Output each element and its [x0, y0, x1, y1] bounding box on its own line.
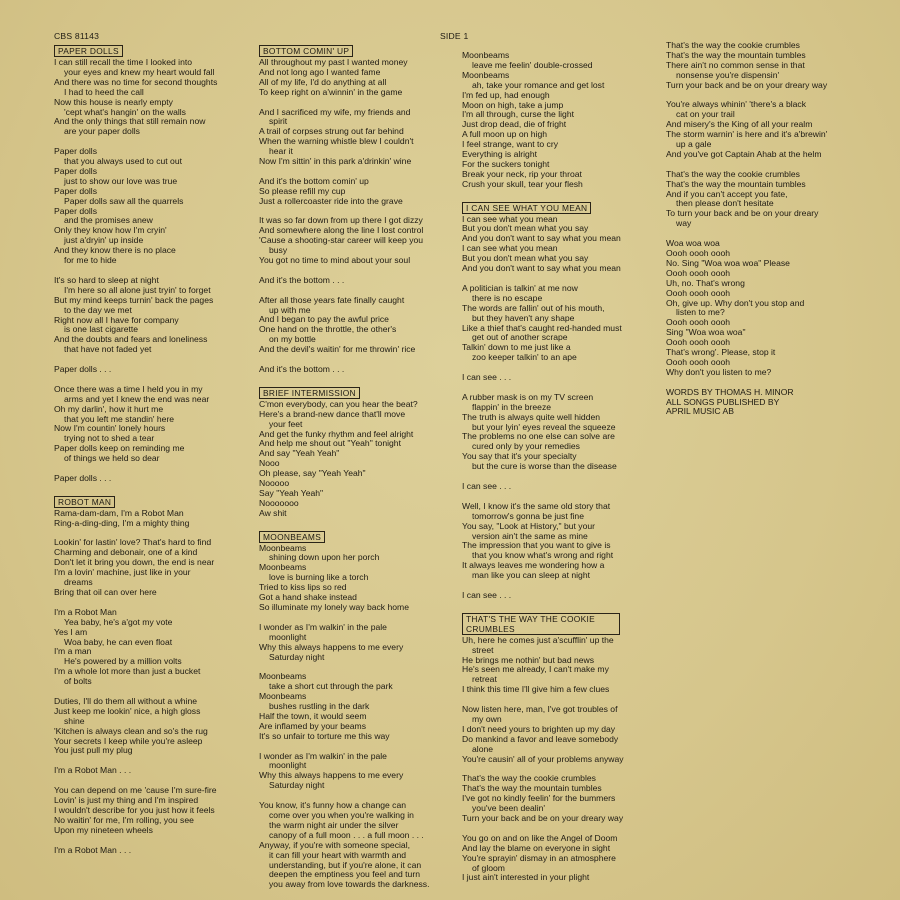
side-label: SIDE 1: [440, 31, 469, 41]
lyric-line: of gloom: [472, 862, 505, 873]
lyric-line: Oh please, say "Yeah Yeah": [259, 468, 366, 479]
song-block: [54, 494, 217, 856]
lyric-line: dreams: [64, 577, 93, 588]
lyric-line: Why don't you listen to me?: [666, 366, 772, 377]
lyric-line: It's so unfair to torture me this way: [259, 730, 390, 741]
lyric-line: It's so hard to sleep at night: [54, 274, 159, 285]
lyric-line: come over you when you're walking in: [269, 809, 414, 820]
lyric-line: Yes I am: [54, 626, 88, 637]
lyric-line: The truth is always quite well hidden: [462, 411, 601, 422]
lyric-line: And I began to pay the awful price: [259, 314, 389, 325]
lyric-line: I had to heed the call: [64, 86, 144, 97]
lyric-line: You just pull my plug: [54, 745, 133, 756]
lyric-line: moonlight: [269, 631, 307, 642]
lyric-line: your eyes and knew my heart would fall: [64, 66, 215, 77]
lyric-line: Oh my darlin', how it hurt me: [54, 403, 164, 414]
lyric-line: You say, "Look at History," but your: [462, 520, 596, 531]
lyric-line: The words are fallin' out of his mouth,: [462, 302, 605, 313]
lyric-line: I'm a lovin' machine, just like in your: [54, 567, 191, 578]
lyric-line: Now I'm sittin' in this park a'drinkin' wine: [259, 156, 412, 167]
lyric-line: And help me shout out "Yeah" tonight: [259, 438, 401, 449]
lyric-line: of bolts: [64, 676, 92, 687]
lyric-line: Aw shit: [259, 507, 287, 518]
lyric-line: arms and yet I knew the end was near: [64, 393, 210, 404]
song-title: BOTTOM COMIN' UP: [259, 45, 353, 57]
lyric-line: He's powered by a million volts: [64, 656, 182, 667]
lyric-line: Everything is alright: [462, 149, 537, 160]
stanza-break: [259, 375, 430, 385]
lyric-line: A politician is talkin' at me now: [462, 282, 578, 293]
lyric-line: To keep right on a'winnin' in the game: [259, 86, 403, 97]
lyric-line: It was so far down from up there I got dizzy: [259, 215, 423, 226]
lyric-line: And not long ago I wanted fame: [259, 66, 381, 77]
stanza-break: [54, 484, 217, 494]
lyric-line: I think this time I'll give him a few clues: [462, 684, 610, 695]
song-block: [259, 43, 430, 385]
lyric-line: 'cept what's hangin' on the walls: [64, 106, 186, 117]
lyric-line: Oooh oooh oooh: [666, 267, 731, 278]
lyric-line: No. Sing "Woa woa woa" Please: [666, 257, 790, 268]
lyric-line: for me to hide: [64, 255, 117, 266]
lyric-line: I'm a Robot Man: [54, 606, 117, 617]
lyric-line: And lay the blame on everyone in sight: [462, 842, 611, 853]
lyric-line: That's wrong'. Please, stop it: [666, 347, 776, 358]
lyric-line: Uh, here he comes just a'scufflin' up the: [462, 634, 614, 645]
lyric-line: Like a thief that's caught red-handed must: [462, 322, 622, 333]
lyric-line: There ain't no common sense in that: [666, 59, 805, 70]
lyric-line: Half the town, it would seem: [259, 710, 367, 721]
lyrics-column-1: [54, 43, 217, 855]
lyric-line: listen to me?: [676, 307, 725, 318]
lyric-line: That's the way the cookie crumbles: [666, 40, 800, 50]
lyric-line: the warm night air under the silver: [269, 819, 399, 830]
lyric-line: Charming and debonair, one of a kind: [54, 547, 198, 558]
lyric-line: Oooh oooh oooh: [666, 337, 731, 348]
lyric-line: Well, I know it's the same old story that: [462, 500, 611, 511]
lyric-line: your feet: [269, 418, 303, 429]
lyric-line: canopy of a full moon . . . a full moon . . .: [269, 829, 424, 840]
lyric-line: I'm here so all alone just tryin' to forget: [64, 284, 211, 295]
lyric-line: understanding, but if you're alone, it can: [269, 859, 422, 870]
lyric-line: Are inflamed by your beams: [259, 720, 366, 731]
lyric-line: Sing "Woa woa woa": [666, 327, 746, 338]
song-title: MOONBEAMS: [259, 531, 325, 543]
lyric-line: bushes rustling in the dark: [269, 701, 370, 712]
lyric-line: trying not to shed a tear: [64, 433, 155, 444]
lyric-line: You're causin' all of your problems anyway: [462, 753, 624, 764]
lyric-line: shining down upon her porch: [269, 552, 380, 563]
lyric-line: That's the way the mountain tumbles: [462, 783, 602, 794]
lyric-line: Only they know how I'm cryin': [54, 225, 167, 236]
lyric-line: Yea baby, he's a'got my vote: [64, 616, 173, 627]
lyric-line: Once there was a time I held you in my: [54, 383, 203, 394]
lyric-line: And you don't want to say what you mean: [462, 233, 621, 244]
lyric-line: Turn your back and be on your dreary way: [462, 813, 624, 823]
song-block: [462, 200, 624, 611]
lyric-line: A rubber mask is on my TV screen: [462, 391, 594, 402]
lyric-line: Paper dolls: [54, 146, 97, 157]
lyric-line: but they haven't any shape: [472, 312, 575, 323]
lyric-line: When the warning whistle blew I couldn't: [259, 136, 414, 147]
lyric-line: Paper dolls . . .: [54, 472, 112, 483]
lyric-line: ALL SONGS PUBLISHED BY: [666, 396, 780, 407]
lyric-line: And I sacrificed my wife, my friends and: [259, 106, 411, 117]
lyric-line: Moon on high, take a jump: [462, 99, 564, 110]
lyric-line: Now I'm countin' lonely hours: [54, 423, 166, 434]
lyric-line: version ain't the same as mine: [472, 530, 588, 541]
lyric-line: It always leaves me wondering how a: [462, 560, 605, 571]
lyric-line: Oooh oooh oooh: [666, 317, 731, 328]
lyric-line: busy: [269, 245, 288, 256]
lyric-line: just to show our love was true: [64, 175, 178, 186]
lyric-line: are your paper dolls: [64, 126, 140, 137]
lyric-line: And it's the bottom . . .: [259, 274, 345, 285]
lyric-line: So illuminate my lonely way back home: [259, 602, 409, 612]
lyric-line: Here's a brand-new dance that'll move: [259, 408, 406, 419]
lyric-line: Uh, no. That's wrong: [666, 277, 745, 288]
lyric-line: Just drop dead, die of fright: [462, 119, 567, 130]
lyric-line: Your secrets I keep while you're asleep: [54, 735, 203, 746]
lyric-line: alone: [472, 743, 494, 754]
lyric-line: I just ain't interested in your plight: [462, 872, 590, 883]
lyric-line: I'm a Robot Man . . .: [54, 844, 132, 855]
lyric-line: Upon my nineteen wheels: [54, 824, 153, 835]
lyric-line: then please don't hesitate: [676, 198, 774, 209]
lyric-line: Paper dolls: [54, 205, 97, 216]
lyric-line: I'm a Robot Man . . .: [54, 765, 132, 776]
lyric-line: And you've got Captain Ahab at the helm: [666, 148, 822, 159]
lyric-line: but your lyin' eyes reveal the squeeze: [472, 421, 616, 432]
lyric-line: is one last cigarette: [64, 324, 139, 335]
lyric-line: I can see . . .: [462, 480, 512, 491]
lyric-line: Rama-dam-dam, I'm a Robot Man: [54, 507, 184, 518]
lyric-line: And the doubts and fears and loneliness: [54, 334, 208, 345]
lyrics-column-2: [259, 43, 430, 890]
lyric-line: I feel strange, want to cry: [462, 139, 559, 150]
lyric-line: Talkin' down to me just like a: [462, 342, 571, 353]
lyric-line: That's the way the cookie crumbles: [666, 168, 800, 179]
lyric-line: I can see . . .: [462, 589, 512, 600]
lyric-line: nonsense you're dispensin': [676, 69, 780, 80]
lyric-line: You're always whinin' 'there's a black: [666, 99, 807, 110]
lyric-line: cat on your trail: [676, 109, 735, 120]
lyric-line: But my mind keeps turnin' back the pages: [54, 294, 214, 305]
lyric-line: A trail of corpses strung out far behind: [259, 126, 404, 137]
lyric-line: street: [472, 644, 494, 655]
lyric-line: Paper dolls keep on reminding me: [54, 443, 185, 454]
lyric-line: And the devil's waitin' for me throwin' rice: [259, 344, 416, 355]
song-title: BRIEF INTERMISSION: [259, 387, 360, 399]
lyric-line: Moonbeams: [259, 562, 307, 573]
lyric-line: that you always used to cut out: [64, 156, 182, 167]
lyric-line: One hand on the throttle, the other's: [259, 324, 397, 335]
lyric-line: The storm warnin' is here and it's a'brewin': [666, 129, 828, 140]
lyric-line: So please refill my cup: [259, 185, 346, 196]
lyric-line: you've been dealin': [472, 803, 546, 814]
lyric-line: tomorrow's gonna be just fine: [472, 510, 584, 521]
lyric-line: just a'dryin' up inside: [64, 235, 144, 246]
lyric-line: up a gale: [676, 139, 712, 150]
lyric-line: it can fill your heart with warmth and: [269, 849, 407, 860]
lyric-line: Paper dolls: [54, 185, 97, 196]
lyric-line: I'm all through, curse the light: [462, 109, 574, 120]
lyric-line: way: [676, 218, 692, 229]
lyric-line: Paper dolls saw all the quarrels: [64, 195, 184, 206]
lyric-line: my own: [472, 713, 502, 724]
lyric-line: get out of another scrape: [472, 332, 568, 343]
lyric-line: I can see what you mean: [462, 243, 558, 254]
lyric-line: that you left me standin' here: [64, 413, 175, 424]
lyric-line: I can see . . .: [462, 372, 512, 383]
lyric-line: love is burning like a torch: [269, 572, 369, 583]
song-block: [259, 529, 430, 891]
lyric-line: He's seen me already, I can't make my: [462, 664, 609, 675]
lyric-line: APRIL MUSIC AB: [666, 406, 734, 417]
lyric-line: To turn your back and be on your dreary: [666, 208, 819, 219]
lyric-line: Oh, give up. Why don't you stop and: [666, 297, 805, 308]
lyric-line: Why this always happens to me every: [259, 770, 404, 781]
lyric-line: moonlight: [269, 760, 307, 771]
lyric-line: All throughout my past I wanted money: [259, 57, 408, 67]
lyric-line: spirit: [269, 116, 288, 127]
lyric-line: man like you can sleep at night: [472, 570, 590, 581]
lyric-line: You say that it's your specialty: [462, 451, 577, 462]
lyric-line: and the promises anew: [64, 215, 153, 226]
lyric-line: there is no escape: [472, 292, 543, 303]
song-block: [462, 611, 624, 884]
lyric-line: Ring-a-ding-ding, I'm a mighty thing: [54, 517, 190, 528]
lyric-line: You can depend on me 'cause I'm sure-fire: [54, 785, 217, 796]
lyric-line: Lovin' is just my thing and I'm inspired: [54, 794, 199, 805]
lyric-line: WORDS BY THOMAS H. MINOR: [666, 386, 794, 397]
lyric-line: Now this house is nearly empty: [54, 96, 173, 107]
song-title: I CAN SEE WHAT YOU MEAN: [462, 202, 591, 214]
lyric-line: He brings me nothin' but bad news: [462, 654, 595, 665]
lyric-line: Nooooooo: [259, 497, 299, 508]
song-block: [462, 51, 624, 200]
lyric-line: Woa woa woa: [666, 238, 720, 249]
lyric-line: I wonder as I'm walkin' in the pale: [259, 750, 387, 761]
lyric-line: But you don't mean what you say: [462, 253, 589, 264]
lyric-line: I've got no kindly feelin' for the bummers: [462, 793, 616, 804]
lyric-line: Moonbeams: [259, 671, 307, 682]
lyric-line: of things we held so dear: [64, 453, 160, 464]
lyrics-column-4: [666, 41, 827, 417]
lyric-line: Tried to kiss lips so red: [259, 582, 347, 593]
song-title: THAT'S THE WAY THE COOKIE CRUMBLES: [462, 613, 620, 635]
lyric-line: flappin' in the breeze: [472, 401, 552, 412]
lyric-line: No waitin' for me, I'm rolling, you see: [54, 814, 194, 825]
lyric-line: A full moon up on high: [462, 129, 548, 140]
lyric-line: And somewhere along the line I lost control: [259, 225, 424, 236]
lyric-line: And if you can't accept you fate,: [666, 188, 788, 199]
lyric-line: Right now all I have for company: [54, 314, 179, 325]
lyric-line: ah, take your romance and get lost: [472, 79, 605, 90]
lyric-line: And there was no time for second thoughts: [54, 76, 218, 87]
lyric-line: You go on and on like the Angel of Doom: [462, 832, 618, 843]
lyric-line: Just keep me lookin' nice, a high gloss: [54, 705, 201, 716]
lyric-line: shine: [64, 715, 85, 726]
lyric-line: deepen the emptiness you feel and turn: [269, 869, 420, 880]
lyric-line: But you don't mean what you say: [462, 223, 589, 234]
lyric-line: I wonder as I'm walkin' in the pale: [259, 621, 387, 632]
lyric-line: Got a hand shake instead: [259, 592, 357, 603]
lyric-line: Turn your back and be on your dreary way: [666, 79, 828, 90]
lyric-line: You're sprayin' dismay in an atmosphere: [462, 852, 616, 863]
lyric-line: You know, it's funny how a change can: [259, 800, 407, 811]
catalog-number: CBS 81143: [54, 31, 100, 41]
lyric-line: Saturday night: [269, 651, 325, 662]
song-block: [54, 43, 217, 494]
lyric-line: I wouldn't describe for you just how it feels: [54, 804, 215, 815]
lyric-line: Woa baby, he can even float: [64, 636, 173, 647]
lyric-line: I can still recall the time I looked into: [54, 57, 193, 67]
lyric-line: For the suckers tonight: [462, 158, 550, 169]
lyric-line: that you know what's wrong and right: [472, 550, 614, 561]
lyric-line: leave me feelin' double-crossed: [472, 59, 593, 70]
lyric-line: retreat: [472, 674, 497, 685]
lyric-line: Crush your skull, tear your flesh: [462, 178, 583, 189]
lyric-line: Do mankind a favor and leave somebody: [462, 733, 619, 744]
lyric-line: Now listen here, man, I've got troubles of: [462, 704, 618, 715]
lyric-line: And you don't want to say what you mean: [462, 263, 621, 274]
lyric-line: That's the way the mountain tumbles: [666, 178, 806, 189]
lyric-line: 'Kitchen is always clean and so's the rug: [54, 725, 208, 736]
lyric-line: All of my life, I'd do anything at all: [259, 76, 387, 87]
lyric-line: that have not faded yet: [64, 344, 152, 355]
lyric-line: Moonbeams: [259, 542, 307, 553]
lyric-line: hear it: [269, 146, 293, 157]
lyric-line: You got no time to mind about your soul: [259, 255, 411, 266]
lyric-line: but the cure is worse than the disease: [472, 461, 617, 472]
lyric-line: Oooh oooh oooh: [666, 356, 731, 367]
lyric-line: Paper dolls . . .: [54, 364, 112, 375]
lyric-line: I'm a man: [54, 646, 92, 657]
lyric-line: And they know there is no place: [54, 245, 176, 256]
lyric-line: I can see what you mean: [462, 213, 558, 224]
lyric-line: Oooh oooh oooh: [666, 287, 731, 298]
lyric-line: on my bottle: [269, 334, 316, 345]
lyric-line: I'm a whole lot more than just a bucket: [54, 666, 201, 677]
lyric-line: I don't need yours to brighten up my day: [462, 723, 616, 734]
stanza-break: [259, 519, 430, 529]
lyric-line: And it's the bottom . . .: [259, 364, 345, 374]
song-block: [259, 385, 430, 529]
lyric-line: zoo keeper talkin' to an ape: [472, 352, 577, 363]
lyric-line: And say "Yeah Yeah": [259, 448, 340, 459]
lyric-line: That's the way the mountain tumbles: [666, 49, 806, 60]
lyric-line: And get the funky rhythm and feel alright: [259, 428, 414, 439]
lyric-line: Moonbeams: [259, 691, 307, 702]
song-title: ROBOT MAN: [54, 496, 115, 508]
lyric-line: Nooo: [259, 458, 280, 469]
lyric-line: Break your neck, rip your throat: [462, 168, 582, 179]
lyric-line: Saturday night: [269, 780, 325, 791]
stanza-break: [462, 601, 624, 611]
lyric-line: Oooh oooh oooh: [666, 247, 731, 258]
lyric-line: The impression that you want to give is: [462, 540, 611, 551]
lyric-line: That's the way the cookie crumbles: [462, 773, 596, 784]
lyric-line: Anyway, if you're with someone special,: [259, 839, 410, 850]
lyric-line: And misery's the King of all your realm: [666, 119, 813, 130]
lyric-line: Bring that oil can over here: [54, 587, 157, 598]
lyric-line: I'm fed up, had enough: [462, 89, 550, 100]
lyric-line: up with me: [269, 304, 311, 315]
lyric-line: And the only things that still remain now: [54, 116, 206, 127]
song-title: PAPER DOLLS: [54, 45, 123, 57]
lyric-line: Nooooo: [259, 478, 290, 489]
lyric-line: Moonbeams: [462, 50, 510, 60]
lyric-line: And it's the bottom comin' up: [259, 175, 369, 186]
lyric-line: The problems no one else can solve are: [462, 431, 615, 442]
lyric-line: Moonbeams: [462, 69, 510, 80]
lyric-line: Don't let it bring you down, the end is near: [54, 557, 215, 568]
lyrics-column-3: [462, 51, 624, 883]
song-block: [666, 41, 827, 417]
lyric-line: Say "Yeah Yeah": [259, 487, 324, 498]
lyric-line: to the day we met: [64, 304, 132, 315]
lyric-line: take a short cut through the park: [269, 681, 393, 692]
lyric-line: Lookin' for lastin' love? That's hard to find: [54, 537, 212, 548]
lyric-line: Duties, I'll do them all without a whine: [54, 695, 198, 706]
lyric-line: Why this always happens to me every: [259, 641, 404, 652]
lyric-line: After all those years fate finally caught: [259, 294, 405, 305]
lyric-line: you away from love towards the darkness.: [269, 879, 430, 890]
lyric-line: Paper dolls: [54, 165, 97, 176]
lyric-line: 'Cause a shooting-star career will keep you: [259, 235, 424, 246]
stanza-break: [462, 190, 624, 200]
lyric-line: C'mon everybody, can you hear the beat?: [259, 398, 418, 409]
lyric-line: Just a rollercoaster ride into the grave: [259, 195, 403, 206]
lyric-line: cured only by your remedies: [472, 441, 580, 452]
